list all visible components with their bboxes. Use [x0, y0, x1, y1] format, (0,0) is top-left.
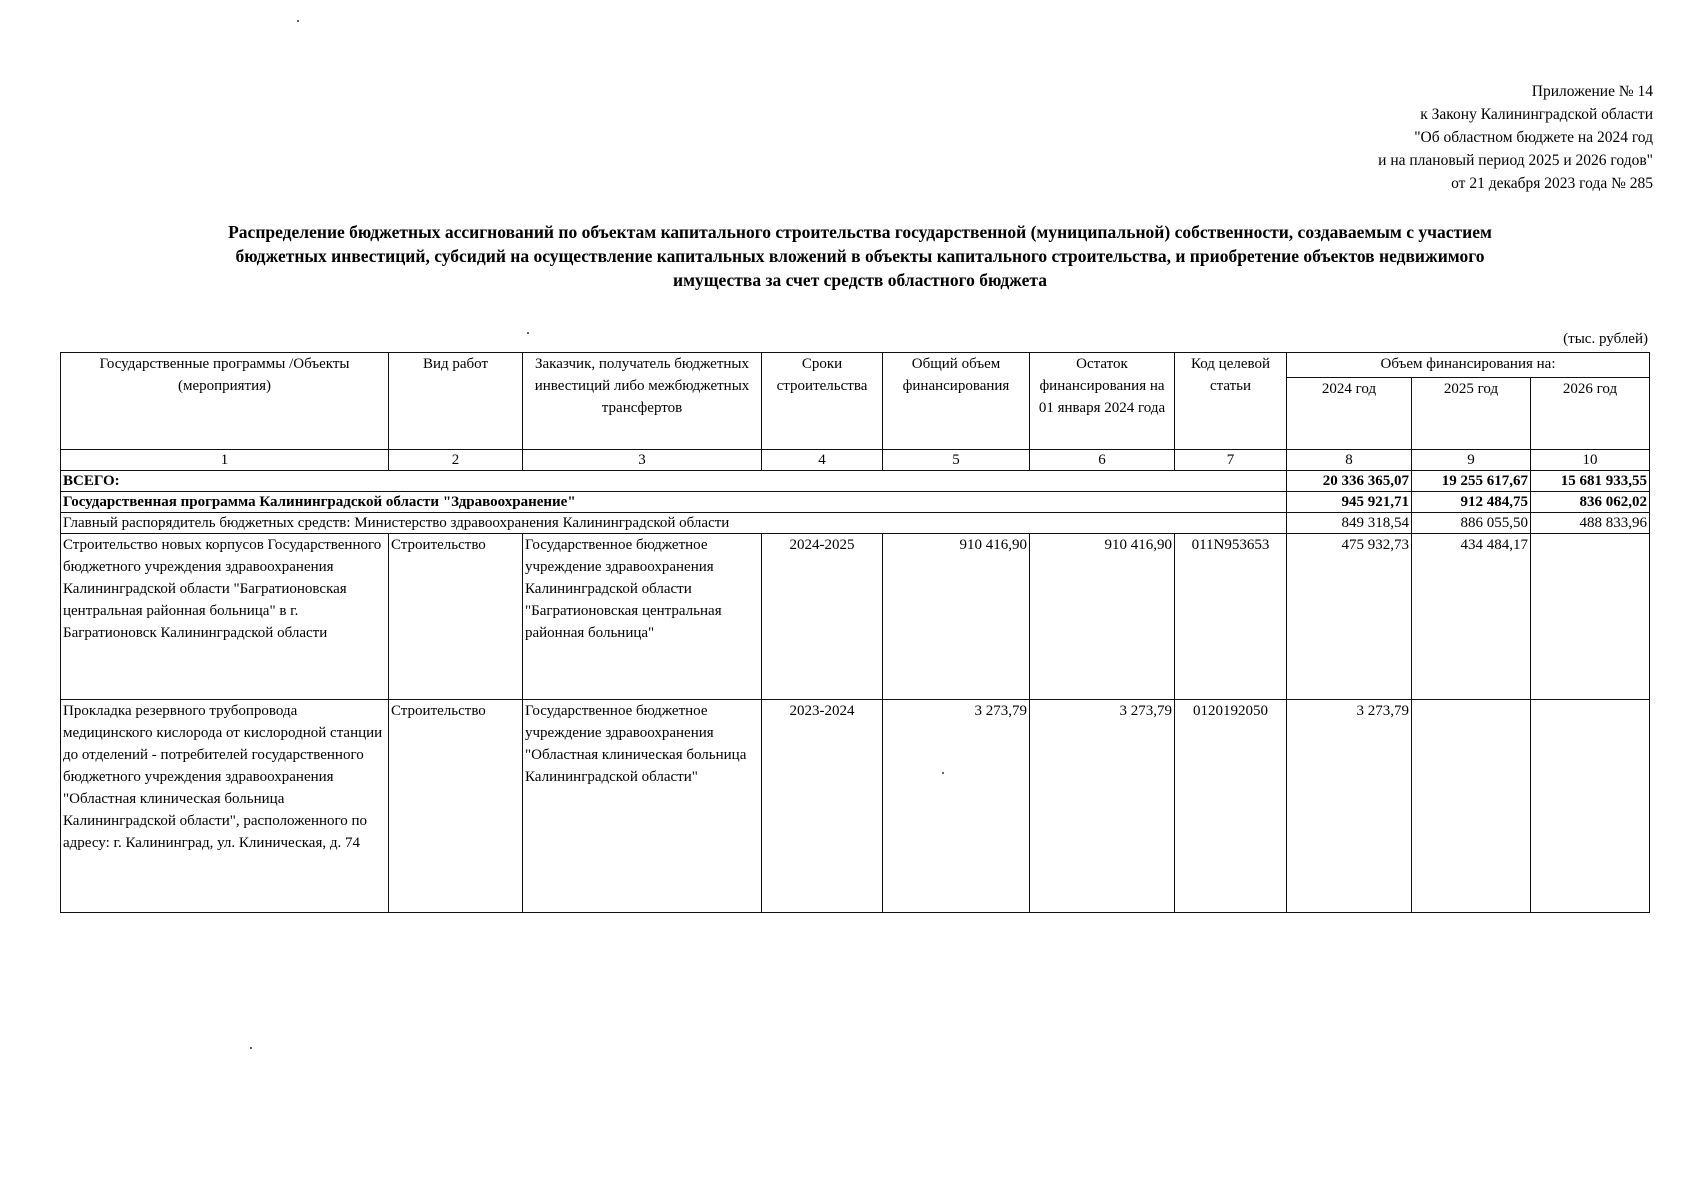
- work-type: Строительство: [389, 534, 523, 700]
- customer: Государственное бюджетное учреждение здравоохранения "Областная клиническая больница Калининградской области": [523, 700, 762, 913]
- column-number: 8: [1287, 450, 1412, 471]
- scan-speck: [527, 332, 529, 334]
- amount-2024: 3 273,79: [1287, 700, 1412, 913]
- work-type: Строительство: [389, 700, 523, 913]
- column-number: 10: [1531, 450, 1650, 471]
- column-number: 9: [1412, 450, 1531, 471]
- construction-period: 2024-2025: [762, 534, 883, 700]
- header-code: Код целевой статьи: [1175, 353, 1287, 450]
- amount-2026: [1531, 534, 1650, 700]
- appendix-law-period: и на плановый период 2025 и 2026 годов": [1378, 152, 1653, 169]
- header-programs: Государственные программы /Объекты (мероприятия): [61, 353, 389, 450]
- program-label: Государственная программа Калининградской области "Здравоохранение": [61, 492, 1287, 513]
- remainder: 910 416,90: [1030, 534, 1175, 700]
- scan-speck: [297, 20, 299, 22]
- total-2025: 19 255 617,67: [1412, 471, 1531, 492]
- column-number: 1: [61, 450, 389, 471]
- title-line: Распределение бюджетных ассигнований по объектам капитального строительства государственной (муниципальной) собственности, создаваемым с участием: [228, 222, 1492, 242]
- column-number: 5: [883, 450, 1030, 471]
- appendix-law: к Закону Калининградской области: [1420, 106, 1653, 123]
- header-customer: Заказчик, получатель бюджетных инвестиций либо межбюджетных трансфертов: [523, 353, 762, 450]
- total-financing: 910 416,90: [883, 534, 1030, 700]
- target-code: 0120192050: [1175, 700, 1287, 913]
- column-number: 4: [762, 450, 883, 471]
- budget-table: [60, 352, 1650, 913]
- manager-2025: 886 055,50: [1412, 513, 1531, 534]
- header-period: Сроки строительства: [762, 353, 883, 450]
- construction-period: 2023-2024: [762, 700, 883, 913]
- remainder: 3 273,79: [1030, 700, 1175, 913]
- header-year-2026: 2026 год: [1531, 378, 1650, 450]
- column-number: 6: [1030, 450, 1175, 471]
- object-name: Прокладка резервного трубопровода медицинского кислорода от кислородной станции до отделений - потребителей государственного бюджетного учреждения здравоохранения "Областная клиническая больница Калининградской области", расположенного по адресу: г. Калининград, ул. Клиническая, д. 74: [61, 700, 389, 913]
- manager-row: [61, 513, 1650, 534]
- amount-2026: [1531, 700, 1650, 913]
- title-line: бюджетных инвестиций, субсидий на осуществление капитальных вложений в объекты капитального строительства, и приобретение объектов недвижимого: [235, 246, 1485, 266]
- target-code: 011N953653: [1175, 534, 1287, 700]
- object-name: Строительство новых корпусов Государственного бюджетного учреждения здравоохранения Калининградской области "Багратионовская центральная районная больница" в г. Багратионовск Калининградской области: [61, 534, 389, 700]
- column-number-row: [61, 450, 1650, 471]
- manager-2026: 488 833,96: [1531, 513, 1650, 534]
- program-row: [61, 492, 1650, 513]
- header-row: [61, 353, 1650, 378]
- header-total-financing: Общий объем финансирования: [883, 353, 1030, 450]
- manager-2024: 849 318,54: [1287, 513, 1412, 534]
- appendix-law-title: "Об областном бюджете на 2024 год: [1414, 129, 1653, 146]
- appendix-reference: [1378, 80, 1653, 195]
- program-2025: 912 484,75: [1412, 492, 1531, 513]
- amount-2024: 475 932,73: [1287, 534, 1412, 700]
- total-financing: 3 273,79: [883, 700, 1030, 913]
- column-number: 7: [1175, 450, 1287, 471]
- table-row: [61, 700, 1650, 913]
- total-label: ВСЕГО:: [61, 471, 1287, 492]
- manager-label: Главный распорядитель бюджетных средств: Министерство здравоохранения Калининградской области: [61, 513, 1287, 534]
- column-number: 2: [389, 450, 523, 471]
- header-work-type: Вид работ: [389, 353, 523, 450]
- column-number: 3: [523, 450, 762, 471]
- header-financing-group: Объем финансирования на:: [1287, 353, 1650, 378]
- header-remainder: Остаток финансирования на 01 января 2024 года: [1030, 353, 1175, 450]
- amount-2025: [1412, 700, 1531, 913]
- appendix-number: Приложение № 14: [1531, 83, 1653, 100]
- total-2024: 20 336 365,07: [1287, 471, 1412, 492]
- units-label: (тыс. рублей): [1563, 331, 1648, 347]
- table-row: [61, 534, 1650, 700]
- document-title: [60, 220, 1660, 292]
- program-2026: 836 062,02: [1531, 492, 1650, 513]
- amount-2025: 434 484,17: [1412, 534, 1531, 700]
- total-row: [61, 471, 1650, 492]
- program-2024: 945 921,71: [1287, 492, 1412, 513]
- header-year-2024: 2024 год: [1287, 378, 1412, 450]
- scan-speck: [250, 1047, 252, 1049]
- appendix-law-date: от 21 декабря 2023 года № 285: [1451, 175, 1653, 192]
- header-year-2025: 2025 год: [1412, 378, 1531, 450]
- customer: Государственное бюджетное учреждение здравоохранения Калининградской области "Багратионовская центральная районная больница": [523, 534, 762, 700]
- title-line: имущества за счет средств областного бюджета: [673, 270, 1047, 290]
- total-2026: 15 681 933,55: [1531, 471, 1650, 492]
